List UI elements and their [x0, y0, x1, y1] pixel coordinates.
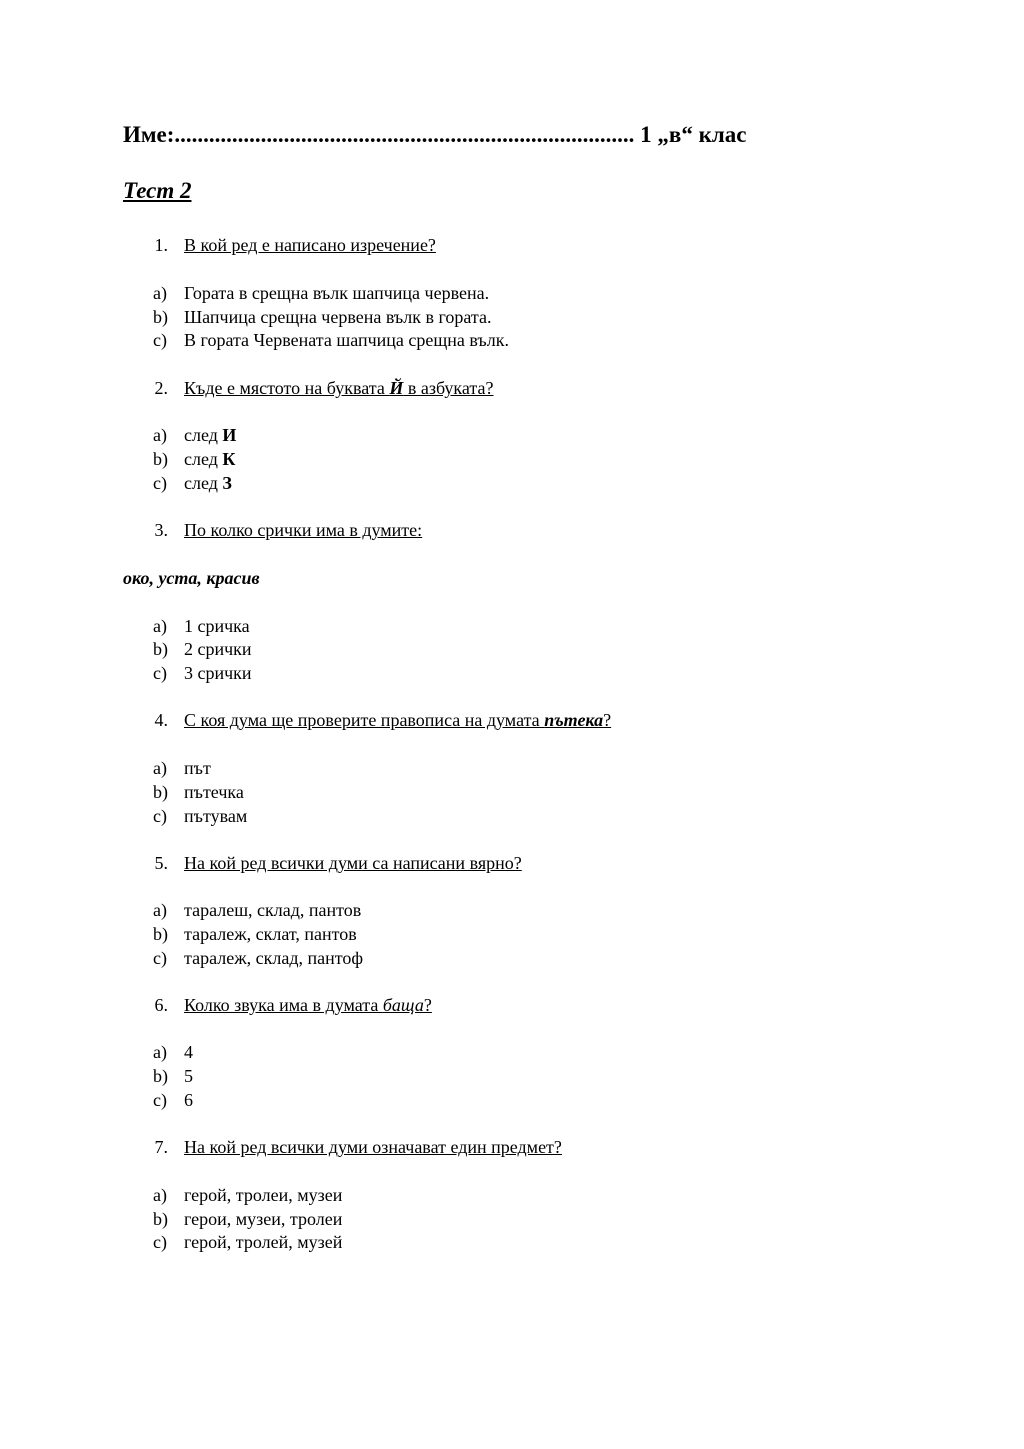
option-text: герой, тролей, музей — [184, 1232, 343, 1252]
question-2-text — [184, 378, 494, 399]
question-5-text: На кой ред всички думи са написани вярно? — [184, 853, 522, 873]
option-letter: c) — [153, 663, 167, 683]
question-4-text-part: ? — [603, 710, 612, 730]
option-text: 4 — [184, 1042, 193, 1062]
option-letter: a) — [153, 1185, 167, 1205]
question-2-text-part: в азбуката? — [403, 378, 494, 398]
option-letter: b) — [153, 307, 168, 327]
option-text: 6 — [184, 1090, 193, 1110]
option-letter: b) — [153, 449, 168, 469]
option-text: герой, тролеи, музеи — [184, 1185, 343, 1205]
option-text: таралеш, склад, пантов — [184, 900, 362, 920]
option-text: Шапчица срещна червена вълк в гората. — [184, 307, 492, 327]
option-text: пътечка — [184, 782, 244, 802]
question-7-number: 7. — [154, 1137, 168, 1157]
option-text: път — [184, 758, 211, 778]
option-text: 2 срички — [184, 639, 252, 659]
option-letter: a) — [153, 1042, 167, 1062]
option-letter: b) — [153, 639, 168, 659]
question-2-text-part: Къде е мястото на буквата — [184, 378, 390, 398]
question-3-number: 3. — [154, 520, 168, 540]
question-3-text: По колко срички има в думите: — [184, 520, 423, 540]
option-text: 5 — [184, 1066, 193, 1086]
option-text-part: след — [184, 473, 223, 493]
option-text-part: след — [184, 425, 223, 445]
question-7-text: На кой ред всички думи означават един предмет? — [184, 1137, 562, 1157]
question-4-text-part: С коя дума ще проверите правописа на думата — [184, 710, 545, 730]
name-class-header: Име:................................................................................ 1 „в“ клас — [123, 122, 747, 147]
option-letter: c) — [153, 806, 167, 826]
test-title: Тест 2 — [123, 178, 192, 203]
option-bold-letter: К — [222, 449, 236, 469]
option-text-part: след — [184, 449, 223, 469]
question-6-text — [184, 995, 432, 1016]
question-2-number: 2. — [154, 378, 168, 398]
option-letter: c) — [153, 473, 167, 493]
option-letter: c) — [153, 1232, 167, 1252]
option-text — [184, 425, 236, 446]
option-text — [184, 473, 232, 494]
question-4-text — [184, 710, 611, 731]
option-text: В гората Червената шапчица срещна вълк. — [184, 330, 509, 350]
question-2-letter-emphasis: Й — [389, 378, 404, 398]
option-text: 3 срички — [184, 663, 252, 683]
option-letter: a) — [153, 758, 167, 778]
option-text: Гората в срещна вълк шапчица червена. — [184, 283, 490, 303]
option-text: пътувам — [184, 806, 248, 826]
option-letter: a) — [153, 616, 167, 636]
question-6-number: 6. — [154, 995, 168, 1015]
option-letter: c) — [153, 330, 167, 350]
option-letter: b) — [153, 1209, 168, 1229]
question-1-number: 1. — [154, 235, 168, 255]
option-text: 1 сричка — [184, 616, 250, 636]
option-letter: c) — [153, 948, 167, 968]
question-3-words: око, уста, красив — [123, 568, 260, 588]
option-text: таралеж, склат, пантов — [184, 924, 357, 944]
option-text: герои, музеи, тролеи — [184, 1209, 343, 1229]
option-bold-letter: И — [222, 425, 237, 445]
question-5-number: 5. — [154, 853, 168, 873]
question-6-text-part: Колко звука има в думата — [184, 995, 383, 1015]
option-bold-letter: З — [222, 473, 232, 493]
option-letter: a) — [153, 900, 167, 920]
question-6-text-part: ? — [423, 995, 432, 1015]
option-letter: a) — [153, 425, 167, 445]
question-4-number: 4. — [154, 710, 168, 730]
option-letter: b) — [153, 1066, 168, 1086]
question-6-word-italic: баща — [382, 995, 424, 1015]
option-letter: c) — [153, 1090, 167, 1110]
option-text — [184, 449, 235, 470]
option-letter: b) — [153, 924, 168, 944]
question-4-word-emphasis: пътека — [544, 710, 604, 730]
option-text: таралеж, склад, пантоф — [184, 948, 364, 968]
option-letter: b) — [153, 782, 168, 802]
option-letter: a) — [153, 283, 167, 303]
question-1-text: В кой ред е написано изречение? — [184, 235, 436, 255]
